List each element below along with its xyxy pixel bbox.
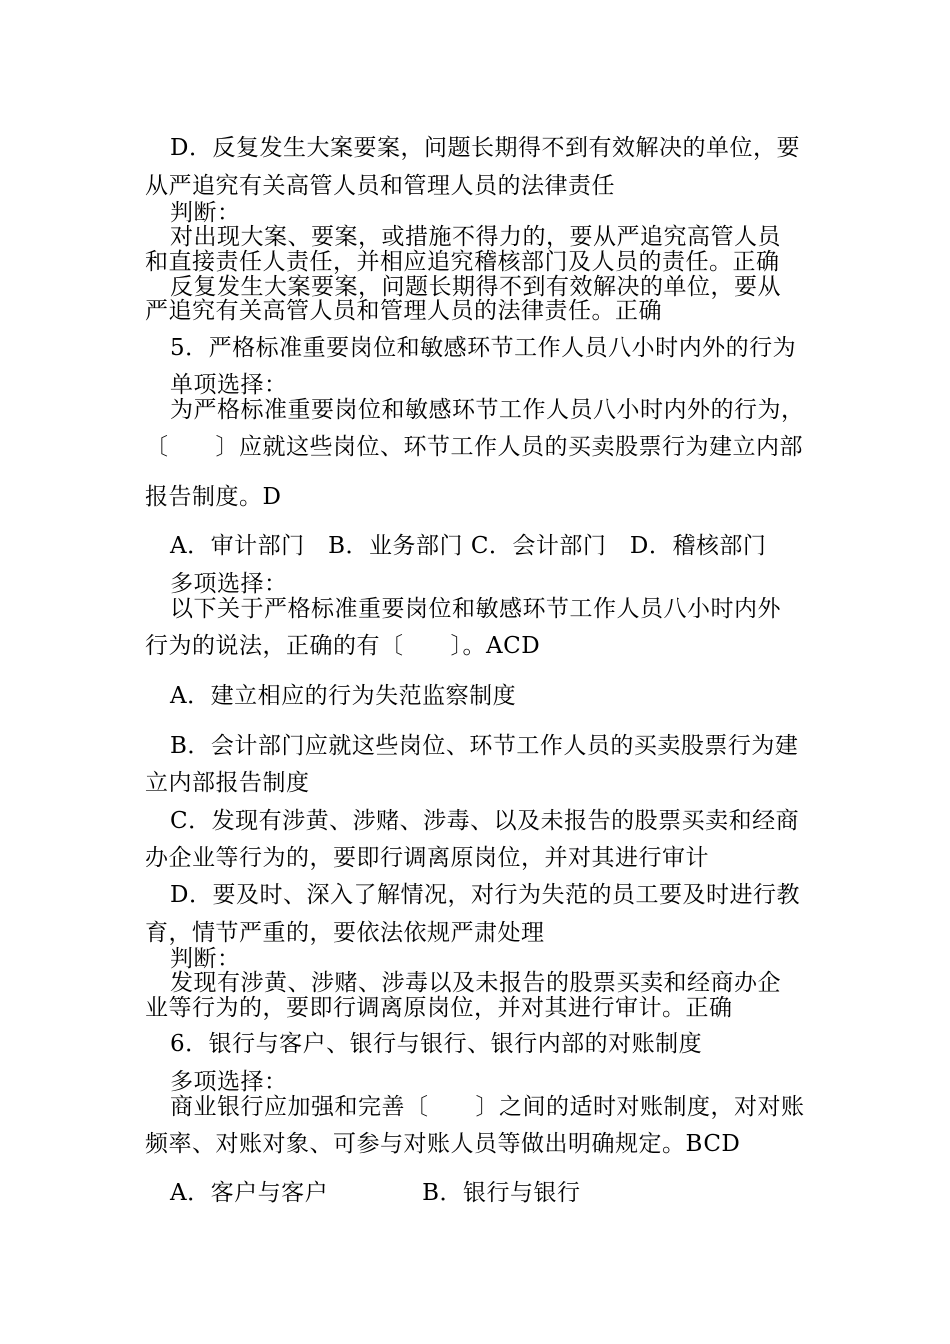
multi-option-b-line-2: 立内部报告制度 [145,770,310,796]
section-6-heading: 6．银行与客户、银行与银行、银行内部的对账制度 [170,1031,703,1057]
single-choice-label: 单项选择： [170,372,288,398]
multi-option-d-line-1: D．要及时、深入了解情况，对行为失范的员工要及时进行教 [170,882,800,908]
option-d-line-1: D．反复发生大案要案，问题长期得不到有效解决的单位，要 [170,135,800,161]
single-choice-question-line-2: 〔 〕应就这些岗位、环节工作人员的买卖股票行为建立内部 [145,434,803,460]
judgment-2-line-2: 严追究有关高管人员和管理人员的法律责任。正确 [145,298,662,324]
judgment-3-line-2: 业等行为的，要即行调离原岗位，并对其进行审计。正确 [145,995,733,1021]
single-choice-question-line-1: 为严格标准重要岗位和敏感环节工作人员八小时内外的行为， [170,397,805,423]
option-d-line-2: 从严追究有关高管人员和管理人员的法律责任 [145,173,615,199]
multi-option-c-line-1: C．发现有涉黄、涉赌、涉毒、以及未报告的股票买卖和经商 [170,808,800,834]
judgment-3-line-1: 发现有涉黄、涉赌、涉毒以及未报告的股票买卖和经商办企 [170,970,781,996]
judgment-label: 判断： [170,200,241,226]
multi-option-c-line-2: 办企业等行为的，要即行调离原岗位，并对其进行审计 [145,845,709,871]
multi-choice-question-line-1: 以下关于严格标准重要岗位和敏感环节工作人员八小时内外 [170,596,781,622]
multi-option-b-line-1: B．会计部门应就这些岗位、环节工作人员的买卖股票行为建 [170,733,799,759]
single-choice-options: A．审计部门 B．业务部门 C．会计部门 D．稽核部门 [170,533,767,559]
multi-choice-label: 多项选择： [170,571,288,597]
multi-choice-question-line-2: 行为的说法，正确的有〔 〕。ACD [145,633,541,659]
multi-option-a: A．建立相应的行为失范监察制度 [170,683,517,709]
single-choice-question-line-3: 报告制度。D [145,484,282,510]
multi-choice-2-options: A．客户与客户 B．银行与银行 [170,1180,581,1206]
judgment-label-2: 判断： [170,946,241,972]
multi-choice-label-2: 多项选择： [170,1069,288,1095]
judgment-2-line-1: 反复发生大案要案，问题长期得不到有效解决的单位，要从 [170,274,781,300]
section-5-heading: 5．严格标准重要岗位和敏感环节工作人员八小时内外的行为 [170,335,797,361]
judgment-1-line-1: 对出现大案、要案，或措施不得力的，要从严追究高管人员 [170,224,781,250]
multi-choice-2-question-line-1: 商业银行应加强和完善〔 〕之间的适时对账制度，对对账 [170,1094,805,1120]
judgment-1-line-2: 和直接责任人责任，并相应追究稽核部门及人员的责任。正确 [145,249,780,275]
multi-choice-2-question-line-2: 频率、对账对象、可参与对账人员等做出明确规定。BCD [145,1131,741,1157]
multi-option-d-line-2: 育，情节严重的，要依法依规严肃处理 [145,920,545,946]
